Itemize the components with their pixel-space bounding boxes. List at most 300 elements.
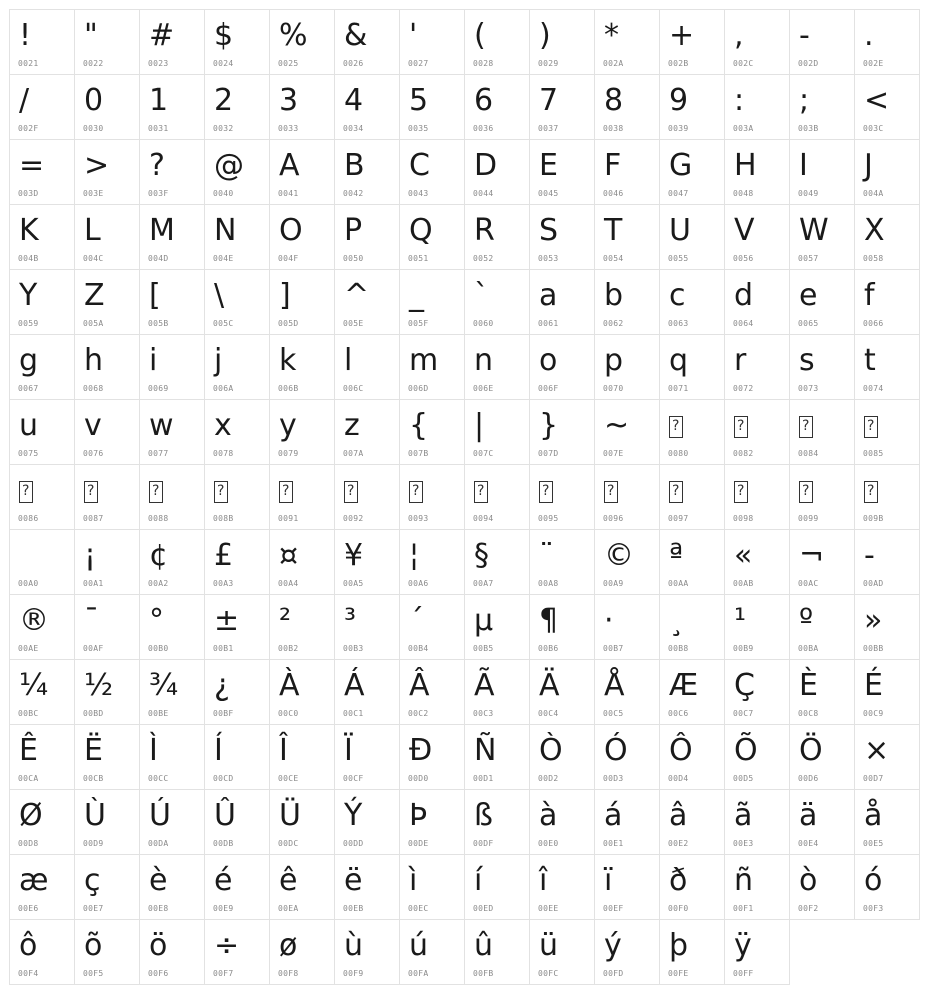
glyph-char: ñ [734,863,754,898]
glyph-char: O [279,213,303,248]
glyph-char: ä [799,798,818,833]
glyph-codepoint: 0027 [408,59,429,68]
glyph-codepoint: 0023 [148,59,169,68]
glyph-cell [269,464,335,530]
missing-glyph-icon [734,406,748,449]
glyph-codepoint: 004A [863,189,884,198]
glyph-codepoint: 00C2 [408,709,429,718]
glyph-cell [74,464,140,530]
glyph-char: / [19,83,30,118]
glyph-char: : [734,83,745,118]
glyph-codepoint: 0070 [603,384,624,393]
glyph-codepoint: 006F [538,384,559,393]
glyph-codepoint: 00AB [733,579,754,588]
glyph-cell [269,659,335,725]
glyph-cell [269,724,335,790]
glyph-char: d [734,278,754,313]
glyph-codepoint: 0053 [538,254,559,263]
missing-glyph-icon [19,471,33,514]
glyph-cell [789,854,855,920]
glyph-codepoint: 00E8 [148,904,169,913]
glyph-codepoint: 00EB [343,904,364,913]
glyph-codepoint: 0080 [668,449,689,458]
glyph-codepoint: 00EF [603,904,624,913]
glyph-char: # [149,18,175,53]
glyph-cell [139,529,205,595]
glyph-cell [399,9,465,75]
glyph-codepoint: 0055 [668,254,689,263]
glyph-char: ¨ [539,538,554,573]
glyph-cell [139,594,205,660]
glyph-codepoint: 00C7 [733,709,754,718]
glyph-cell [9,529,75,595]
glyph-cell [334,204,400,270]
glyph-cell [854,139,920,205]
glyph-char: ³ [344,603,357,638]
glyph-codepoint: 0075 [18,449,39,458]
glyph-codepoint: 007E [603,449,624,458]
glyph-cell [464,529,530,595]
glyph-char: @ [214,148,244,183]
glyph-cell [334,464,400,530]
glyph-codepoint: 0076 [83,449,104,458]
glyph-codepoint: 00FF [733,969,754,978]
glyph-char: Ù [84,798,106,833]
glyph-codepoint: 00DC [278,839,299,848]
glyph-codepoint: 004B [18,254,39,263]
glyph-char: ¾ [149,668,179,703]
glyph-char: â [669,798,688,833]
glyph-char: ü [539,928,559,963]
glyph-char: Ì [149,733,158,768]
glyph-codepoint: 00F4 [18,969,39,978]
glyph-codepoint: 003D [18,189,39,198]
glyph-codepoint: 00DB [213,839,234,848]
glyph-cell [399,659,465,725]
glyph-char: e [799,278,818,313]
glyph-codepoint: 0040 [213,189,234,198]
glyph-char: ÷ [214,928,240,963]
glyph-cell [74,854,140,920]
glyph-cell [9,594,75,660]
glyph-cell [269,399,335,465]
glyph-codepoint: 00B2 [278,644,299,653]
glyph-codepoint: 007D [538,449,559,458]
glyph-char: h [84,343,104,378]
missing-glyph-icon [539,471,553,514]
glyph-cell [139,919,205,985]
glyph-char: T [604,213,623,248]
glyph-codepoint: 0036 [473,124,494,133]
glyph-char: ¹ [734,603,747,638]
glyph-cell [659,854,725,920]
glyph-cell [854,74,920,140]
glyph-cell [204,724,270,790]
glyph-codepoint: 00F1 [733,904,754,913]
glyph-char: b [604,278,624,313]
glyph-cell [854,204,920,270]
glyph-char: ¡ [84,538,97,573]
glyph-char: c [669,278,686,313]
glyph-cell [269,789,335,855]
glyph-cell [854,399,920,465]
glyph-char: U [669,213,691,248]
missing-glyph-icon [344,471,358,514]
glyph-char: * [604,18,619,53]
missing-glyph-icon [409,471,423,514]
glyph-char: Ö [799,733,823,768]
glyph-codepoint: 00F9 [343,969,364,978]
glyph-char: ( [474,18,486,53]
glyph-cell [9,9,75,75]
glyph-char: Ñ [474,733,497,768]
glyph-codepoint: 0045 [538,189,559,198]
glyph-cell [789,269,855,335]
glyph-char: Ã [474,668,495,703]
glyph-char: ± [214,603,240,638]
glyph-codepoint: 0050 [343,254,364,263]
glyph-char: ò [799,863,818,898]
glyph-char: " [84,18,98,53]
glyph-codepoint: 00F8 [278,969,299,978]
glyph-char: k [279,343,297,378]
glyph-codepoint: 0026 [343,59,364,68]
glyph-char: , [734,18,744,53]
glyph-cell [334,529,400,595]
glyph-char: V [734,213,755,248]
glyph-cell [399,74,465,140]
glyph-codepoint: 0035 [408,124,429,133]
glyph-cell [334,9,400,75]
glyph-cell [464,204,530,270]
glyph-char: w [149,408,174,443]
glyph-codepoint: 0043 [408,189,429,198]
glyph-char: í [474,863,483,898]
glyph-codepoint: 0082 [733,449,754,458]
glyph-codepoint: 00AF [83,644,104,653]
glyph-cell [464,854,530,920]
glyph-char: ö [149,928,168,963]
glyph-char: - [799,18,810,53]
glyph-cell [724,724,790,790]
glyph-cell [724,594,790,660]
glyph-char: C [409,148,430,183]
glyph-cell [399,724,465,790]
glyph-char: Ë [84,733,103,768]
missing-glyph-icon [669,471,683,514]
glyph-cell [659,529,725,595]
glyph-cell [74,659,140,725]
glyph-cell [789,789,855,855]
glyph-char: Ú [149,798,171,833]
glyph-codepoint: 00F5 [83,969,104,978]
glyph-codepoint: 00E5 [863,839,884,848]
glyph-codepoint: 0021 [18,59,39,68]
glyph-char: ¥ [344,538,364,573]
glyph-codepoint: 00D1 [473,774,494,783]
glyph-cell [594,594,660,660]
glyph-cell [724,919,790,985]
glyph-char: 5 [409,83,429,118]
glyph-cell [659,464,725,530]
glyph-char: n [474,343,494,378]
glyph-codepoint: 009B [863,514,884,523]
glyph-char: ¸ [669,603,684,638]
glyph-cell [139,74,205,140]
glyph-char: N [214,213,237,248]
glyph-codepoint: 0074 [863,384,884,393]
glyph-cell [789,724,855,790]
glyph-codepoint: 00C3 [473,709,494,718]
glyph-cell [789,659,855,725]
glyph-codepoint: 0065 [798,319,819,328]
glyph-codepoint: 00A8 [538,579,559,588]
glyph-cell [9,724,75,790]
glyph-cell [9,919,75,985]
glyph-cell [139,724,205,790]
glyph-codepoint: 00BF [213,709,234,718]
glyph-cell [334,269,400,335]
glyph-char: à [539,798,558,833]
glyph-char: ~ [604,408,630,443]
glyph-char: ¤ [279,538,299,573]
glyph-cell [204,919,270,985]
glyph-cell [204,659,270,725]
missing-glyph-icon [474,471,488,514]
glyph-codepoint: 0097 [668,514,689,523]
glyph-char: r [734,343,747,378]
glyph-codepoint: 0068 [83,384,104,393]
glyph-char: - [864,538,875,573]
glyph-char: a [539,278,558,313]
glyph-codepoint: 00B1 [213,644,234,653]
glyph-codepoint: 0092 [343,514,364,523]
glyph-char: _ [409,278,424,313]
glyph-codepoint: 005F [408,319,429,328]
glyph-cell [204,464,270,530]
glyph-cell [594,9,660,75]
glyph-codepoint: 00E0 [538,839,559,848]
glyph-codepoint: 002E [863,59,884,68]
glyph-codepoint: 0044 [473,189,494,198]
glyph-char: J [864,148,873,183]
glyph-char: Ô [669,733,693,768]
glyph-codepoint: 006E [473,384,494,393]
glyph-char: ! [19,18,32,53]
glyph-codepoint: 0066 [863,319,884,328]
glyph-cell [204,204,270,270]
glyph-char: ß [474,798,493,833]
glyph-cell [74,204,140,270]
glyph-char: X [864,213,885,248]
glyph-cell [659,269,725,335]
glyph-codepoint: 003F [148,189,169,198]
glyph-char: ó [864,863,883,898]
glyph-codepoint: 00FC [538,969,559,978]
glyph-codepoint: 0059 [18,319,39,328]
glyph-cell [399,204,465,270]
glyph-char: + [669,18,695,53]
glyph-cell [529,334,595,400]
glyph-cell [9,334,75,400]
glyph-codepoint: 00CE [278,774,299,783]
glyph-cell [724,399,790,465]
glyph-cell [659,74,725,140]
glyph-cell [464,269,530,335]
glyph-codepoint: 0048 [733,189,754,198]
glyph-char: u [19,408,39,443]
glyph-char: E [539,148,558,183]
glyph-cell [529,724,595,790]
glyph-char: 7 [539,83,559,118]
glyph-cell [789,334,855,400]
glyph-codepoint: 0067 [18,384,39,393]
glyph-char: « [734,538,753,573]
glyph-char: F [604,148,622,183]
glyph-cell [139,659,205,725]
glyph-char: ] [279,278,291,313]
glyph-char: Ï [344,733,353,768]
glyph-char: ¯ [84,603,99,638]
glyph-char: ÿ [734,928,752,963]
glyph-char: Ü [279,798,301,833]
glyph-cell [659,334,725,400]
glyph-codepoint: 003E [83,189,104,198]
glyph-codepoint: 00FA [408,969,429,978]
glyph-cell [854,9,920,75]
glyph-codepoint: 0077 [148,449,169,458]
glyph-cell [464,74,530,140]
glyph-codepoint: 00A5 [343,579,364,588]
glyph-codepoint: 0099 [798,514,819,523]
glyph-char: Å [604,668,625,703]
glyph-char: q [669,343,689,378]
glyph-char: I [799,148,808,183]
glyph-codepoint: 004D [148,254,169,263]
glyph-char: & [344,18,368,53]
glyph-codepoint: 0034 [343,124,364,133]
glyph-cell [659,659,725,725]
glyph-codepoint: 00C0 [278,709,299,718]
glyph-char: § [474,538,489,573]
glyph-codepoint: 007B [408,449,429,458]
missing-glyph-icon [214,471,228,514]
glyph-char: Q [409,213,433,248]
glyph-cell [334,724,400,790]
glyph-codepoint: 00F7 [213,969,234,978]
glyph-codepoint: 003C [863,124,884,133]
glyph-codepoint: 00C5 [603,709,624,718]
glyph-codepoint: 004C [83,254,104,263]
glyph-codepoint: 00A3 [213,579,234,588]
glyph-codepoint: 0047 [668,189,689,198]
glyph-char: î [539,863,548,898]
glyph-char: = [19,148,45,183]
glyph-codepoint: 0054 [603,254,624,263]
glyph-codepoint: 0060 [473,319,494,328]
glyph-char: ¦ [409,538,420,573]
glyph-cell [269,334,335,400]
glyph-char: [ [149,278,161,313]
glyph-cell [724,659,790,725]
glyph-char: × [864,733,890,768]
glyph-codepoint: 005E [343,319,364,328]
glyph-char: ` [474,278,489,313]
glyph-codepoint: 00C1 [343,709,364,718]
glyph-char: ã [734,798,753,833]
glyph-cell [854,334,920,400]
glyph-codepoint: 00D8 [18,839,39,848]
glyph-cell [724,139,790,205]
glyph-char: ë [344,863,363,898]
glyph-cell [9,464,75,530]
glyph-codepoint: 00E2 [668,839,689,848]
glyph-codepoint: 0078 [213,449,234,458]
glyph-char: µ [474,603,494,638]
glyph-cell [269,529,335,595]
glyph-cell [789,74,855,140]
glyph-cell [529,464,595,530]
glyph-char: 2 [214,83,234,118]
glyph-char: æ [19,863,49,898]
glyph-cell [724,854,790,920]
glyph-cell [724,204,790,270]
glyph-cell [74,9,140,75]
glyph-codepoint: 0030 [83,124,104,133]
glyph-char: x [214,408,232,443]
missing-glyph-icon [864,406,878,449]
glyph-codepoint: 00DF [473,839,494,848]
glyph-char: ¶ [539,603,559,638]
glyph-cell [789,529,855,595]
glyph-char: ù [344,928,364,963]
glyph-codepoint: 0031 [148,124,169,133]
glyph-char: 4 [344,83,364,118]
glyph-char: . [864,18,874,53]
glyph-cell [594,724,660,790]
glyph-codepoint: 00ED [473,904,494,913]
glyph-cell [399,464,465,530]
glyph-codepoint: 00D9 [83,839,104,848]
glyph-char: K [19,213,39,248]
glyph-codepoint: 00DD [343,839,364,848]
glyph-codepoint: 00E7 [83,904,104,913]
glyph-codepoint: 00F0 [668,904,689,913]
glyph-char: > [84,148,110,183]
glyph-codepoint: 0061 [538,319,559,328]
glyph-cell [789,204,855,270]
glyph-cell [9,789,75,855]
glyph-char: L [84,213,101,248]
glyph-char: 3 [279,83,299,118]
glyph-codepoint: 0056 [733,254,754,263]
glyph-char: ² [279,603,292,638]
glyph-char: p [604,343,624,378]
glyph-char: é [214,863,233,898]
glyph-codepoint: 004F [278,254,299,263]
glyph-cell [529,269,595,335]
glyph-cell [204,139,270,205]
glyph-char: ? [149,148,165,183]
glyph-cell [594,334,660,400]
glyph-cell [854,854,920,920]
glyph-char: ï [604,863,613,898]
glyph-char: i [149,343,158,378]
glyph-cell [269,139,335,205]
glyph-char: Ç [734,668,755,703]
glyph-codepoint: 0088 [148,514,169,523]
glyph-cell [529,139,595,205]
